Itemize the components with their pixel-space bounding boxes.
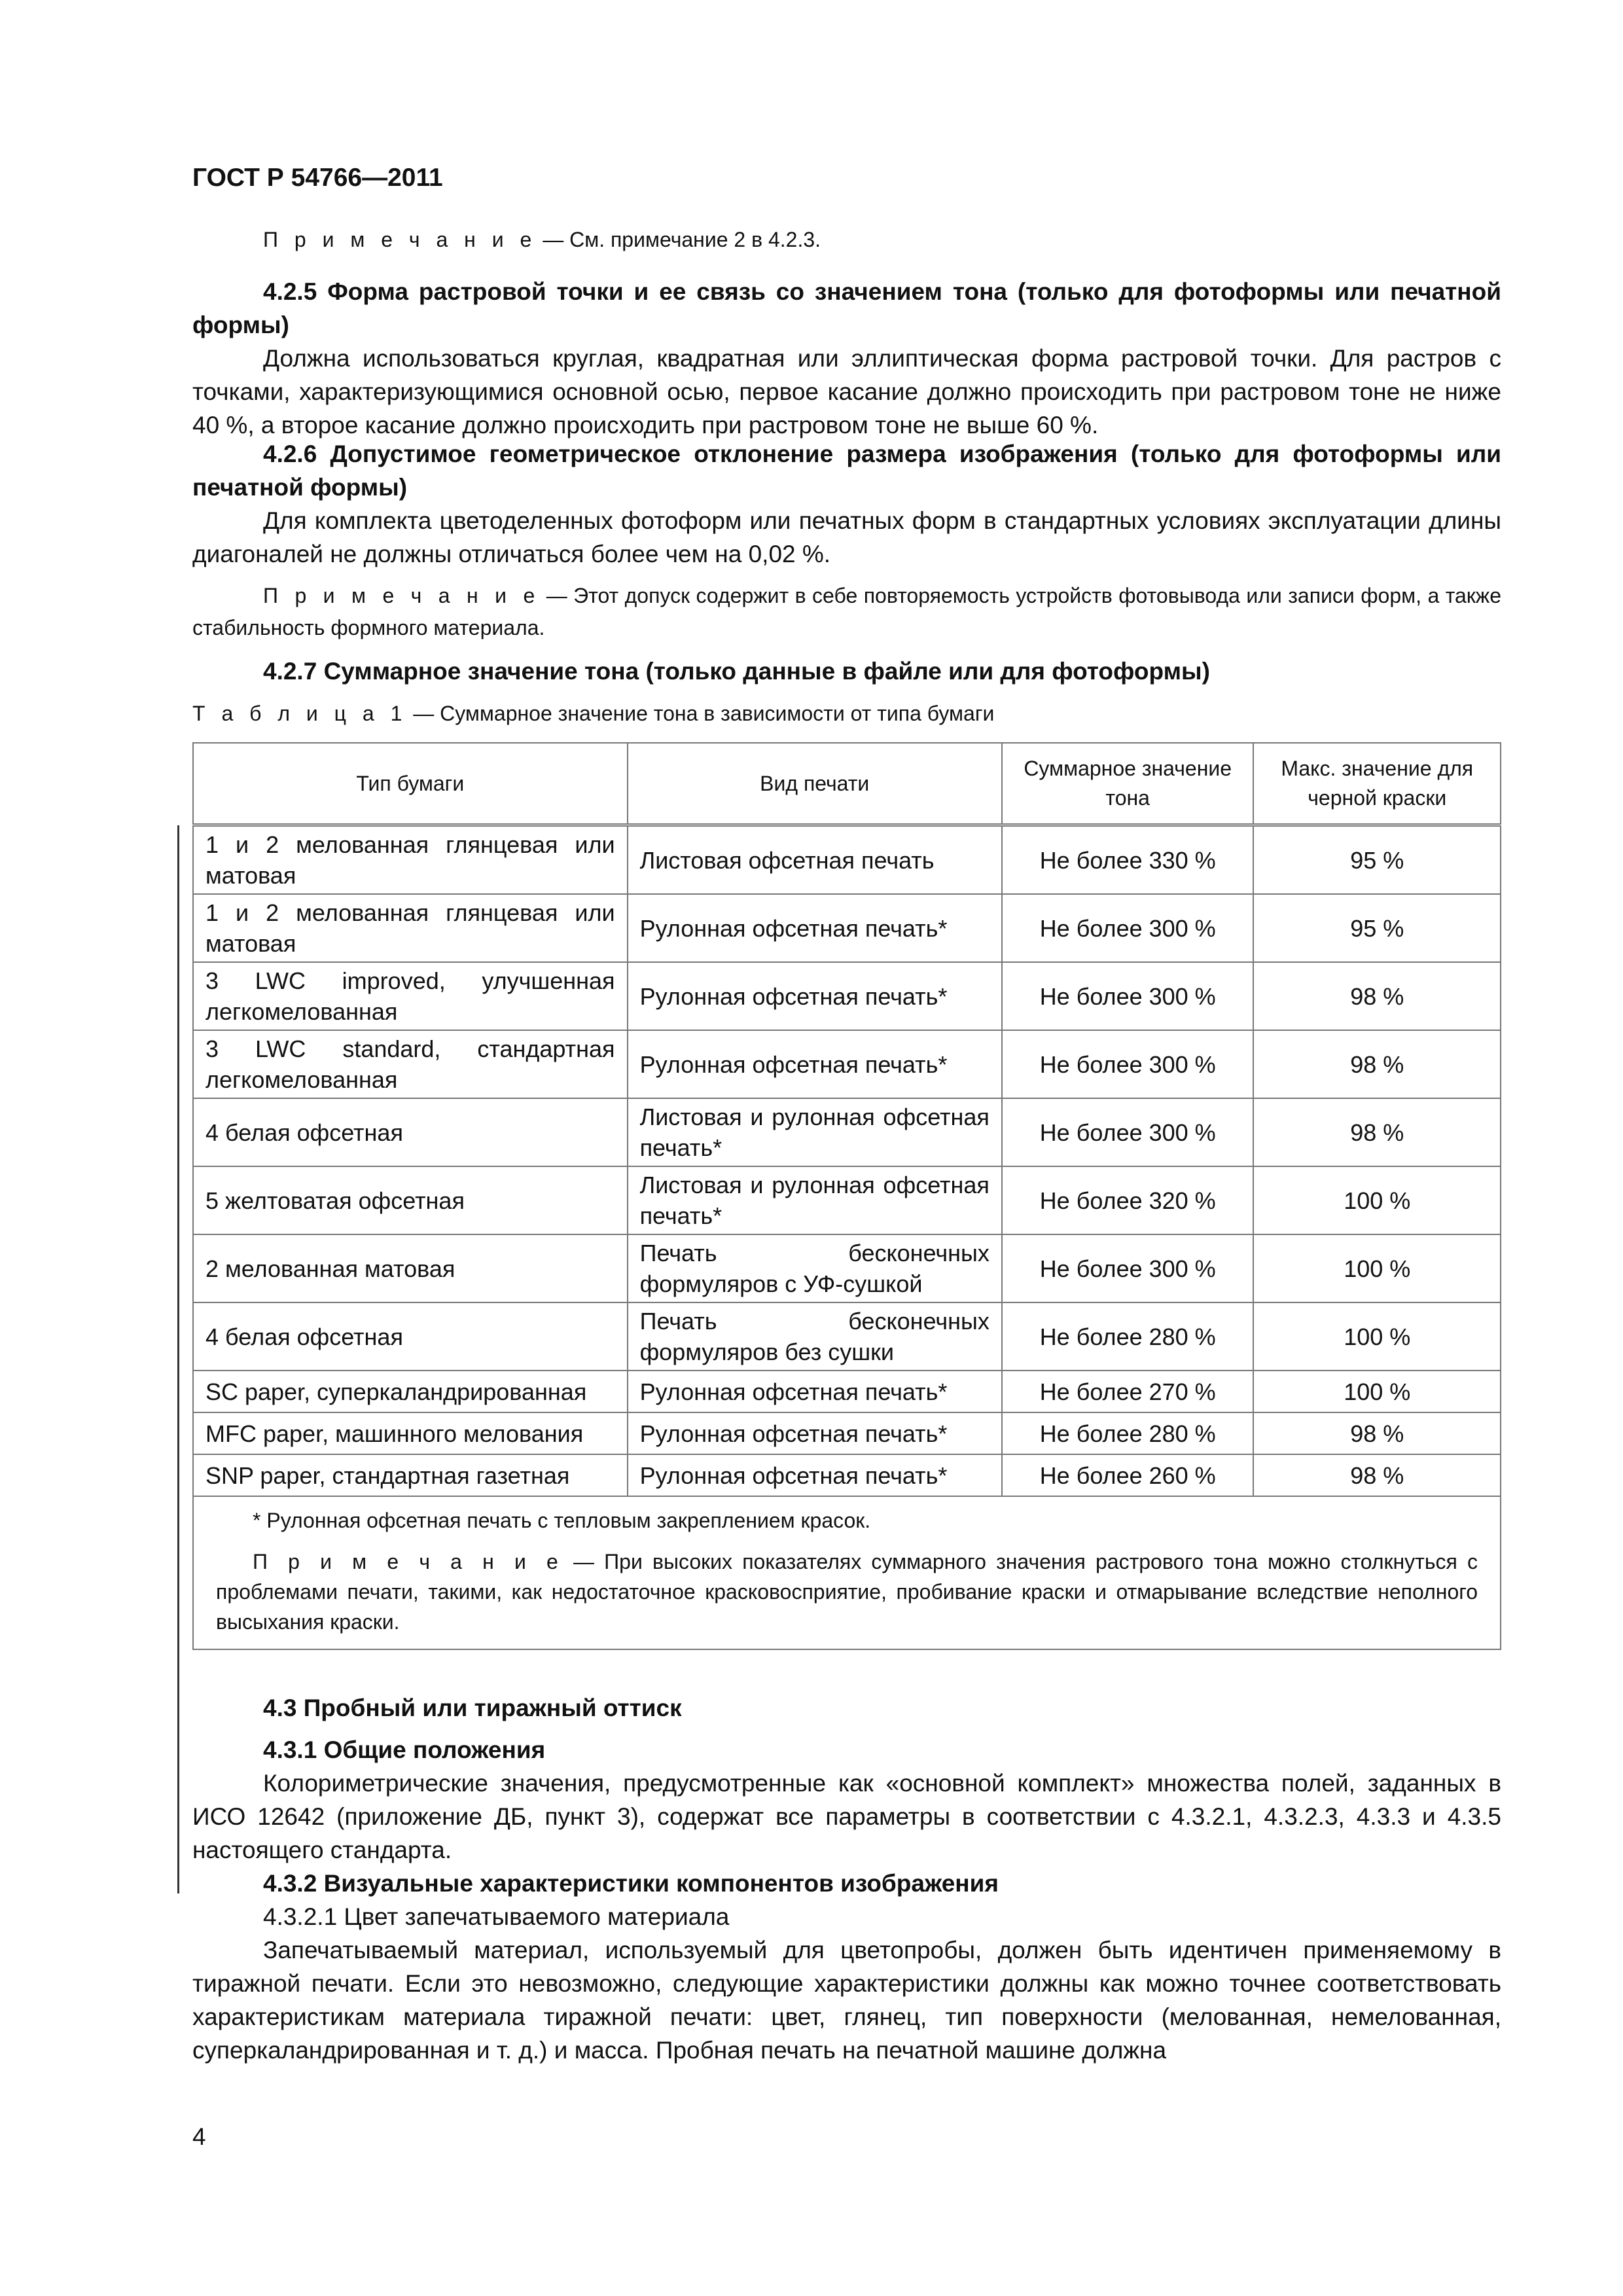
cell-paper-type: 5 желтоватая офсетная	[193, 1166, 628, 1234]
cell-max-black: 98 %	[1253, 962, 1501, 1030]
header-total-tone: Суммарное значение тона	[1002, 743, 1254, 825]
cell-total-tone: Не более 280 %	[1002, 1302, 1254, 1371]
table-row	[193, 1098, 1501, 1166]
cell-total-tone: Не более 300 %	[1002, 1098, 1254, 1166]
cell-total-tone: Не более 260 %	[1002, 1454, 1254, 1496]
caption-label: Т а б л и ц а 1	[192, 702, 408, 725]
page-number: 4	[192, 2123, 206, 2150]
cell-max-black: 98 %	[1253, 1454, 1501, 1496]
cell-print-type: Рулонная офсетная печать*	[628, 1030, 1002, 1098]
cell-paper-type: 4 белая офсетная	[193, 1302, 628, 1371]
header-print-type: Вид печати	[628, 743, 1002, 825]
cell-max-black: 98 %	[1253, 1098, 1501, 1166]
table-header-row	[193, 743, 1501, 825]
section-4-2-5	[192, 275, 1501, 442]
document-header: ГОСТ Р 54766—2011	[192, 164, 443, 192]
section-4-2-6	[192, 437, 1501, 644]
table-row	[193, 1412, 1501, 1454]
subsection-heading-4-3-2: 4.3.2 Визуальные характеристики компонентов изображения	[263, 1870, 999, 1897]
table-row	[193, 825, 1501, 895]
header-paper-type: Тип бумаги	[193, 743, 628, 825]
section-heading: 4.2.5 Форма растровой точки и ее связь со значением тона (только для фотоформы или печатной формы)	[192, 278, 1501, 338]
table-row	[193, 1030, 1501, 1098]
section-heading: 4.3 Пробный или тиражный оттиск	[263, 1695, 682, 1721]
note-text: — Этот допуск содержит в себе повторяемость устройств фотовывода или записи форм, а также стабильность формного материала.	[192, 584, 1502, 639]
note-see-4-2-3	[192, 224, 1501, 256]
cell-print-type: Рулонная офсетная печать*	[628, 1412, 1002, 1454]
cell-paper-type: SNP paper, стандартная газетная	[193, 1454, 628, 1496]
cell-total-tone: Не более 300 %	[1002, 894, 1254, 962]
cell-max-black: 100 %	[1253, 1234, 1501, 1302]
note-label: П р и м е ч а н и е	[263, 228, 537, 251]
cell-max-black: 100 %	[1253, 1371, 1501, 1412]
note-label: П р и м е ч а н и е	[253, 1550, 563, 1573]
cell-max-black: 95 %	[1253, 825, 1501, 895]
section-body-4-3-1: Колориметрические значения, предусмотренные как «основной комплект» множества полей, заданных в ИСО 12642 (приложение ДБ, пункт 3), содержат все параметры в соответствии с 4.3.2.1, 4.3.2.3, 4.3.3 и 4.3.5 настоящего стандарта.	[192, 1770, 1501, 1863]
table-footnote: * Рулонная офсетная печать с тепловым закреплением красок.	[253, 1509, 871, 1532]
table-total-ink	[192, 742, 1501, 1650]
cell-print-type: Листовая офсетная печать	[628, 825, 1002, 895]
table-row	[193, 1234, 1501, 1302]
cell-print-type: Листовая и рулонная офсетная печать*	[628, 1166, 1002, 1234]
table-footer	[193, 1496, 1501, 1649]
section-body-4-3-2-1: Запечатываемый материал, используемый для цветопробы, должен быть идентичен применяемому в тиражной печати. Если это невозможно, следующие характеристики должны как можно точнее соответствовать характеристикам материала тиражной печати: цвет, глянец, тип поверхности (мелованная, немелованная, суперкаландрированная и т. д.) и масса. Пробная печать на печатной машине должна	[192, 1937, 1501, 2064]
cell-print-type: Рулонная офсетная печать*	[628, 1371, 1002, 1412]
note-label: П р и м е ч а н и е	[263, 584, 541, 607]
cell-max-black: 95 %	[1253, 894, 1501, 962]
cell-paper-type: 3 LWC improved, улучшенная легкомелованная	[193, 962, 628, 1030]
table-row	[193, 962, 1501, 1030]
cell-paper-type: 4 белая офсетная	[193, 1098, 628, 1166]
cell-print-type: Листовая и рулонная офсетная печать*	[628, 1098, 1002, 1166]
note-tolerance	[192, 580, 1501, 644]
table-footer-row	[193, 1496, 1501, 1649]
table-note	[216, 1547, 1478, 1637]
section-heading-4-2-7: 4.2.7 Суммарное значение тона (только данные в файле или для фотоформы)	[263, 658, 1210, 685]
subsection-heading-4-3-2-1: 4.3.2.1 Цвет запечатываемого материала	[263, 1903, 730, 1930]
section-heading: 4.2.6 Допустимое геометрическое отклонение размера изображения (только для фотоформы или печатной формы)	[192, 440, 1501, 501]
cell-total-tone: Не более 320 %	[1002, 1166, 1254, 1234]
cell-paper-type: 2 мелованная матовая	[193, 1234, 628, 1302]
cell-paper-type: 1 и 2 мелованная глянцевая или матовая	[193, 894, 628, 962]
cell-total-tone: Не более 280 %	[1002, 1412, 1254, 1454]
cell-paper-type: MFC paper, машинного мелования	[193, 1412, 628, 1454]
cell-print-type: Рулонная офсетная печать*	[628, 894, 1002, 962]
table-row	[193, 1166, 1501, 1234]
table-row	[193, 1454, 1501, 1496]
table-caption	[192, 698, 1501, 730]
table-row	[193, 1371, 1501, 1412]
subsection-heading-4-3-1: 4.3.1 Общие положения	[263, 1736, 546, 1763]
cell-max-black: 98 %	[1253, 1030, 1501, 1098]
cell-max-black: 98 %	[1253, 1412, 1501, 1454]
cell-total-tone: Не более 300 %	[1002, 962, 1254, 1030]
cell-paper-type: 3 LWC standard, стандартная легкомелованная	[193, 1030, 628, 1098]
table-row	[193, 1302, 1501, 1371]
cell-paper-type: 1 и 2 мелованная глянцевая или матовая	[193, 825, 628, 895]
cell-print-type: Рулонная офсетная печать*	[628, 962, 1002, 1030]
section-body: Для комплекта цветоделенных фотоформ или печатных форм в стандартных условиях эксплуатации длины диагоналей не должны отличаться более чем на 0,02 %.	[192, 507, 1501, 567]
caption-text: — Суммарное значение тона в зависимости от типа бумаги	[407, 702, 995, 725]
cell-total-tone: Не более 300 %	[1002, 1030, 1254, 1098]
cell-print-type: Рулонная офсетная печать*	[628, 1454, 1002, 1496]
note-text: — При высоких показателях суммарного значения растрового тона можно столкнуться с проблемами печати, такими, как недостаточное красковосприятие, пробивание краски и отмарывание вследствие неполного высыхания краски.	[216, 1550, 1478, 1634]
change-bar	[177, 825, 179, 1893]
section-body: Должна использоваться круглая, квадратная или эллиптическая форма растровой точки. Для растров с точками, характеризующимися основной осью, первое касание должно происходить при растровом тоне не ниже 40 %, а второе касание должно происходить при растровом тоне не выше 60 %.	[192, 345, 1501, 439]
cell-print-type: Печать бесконечных формуляров с УФ-сушкой	[628, 1234, 1002, 1302]
header-max-black: Макс. значение для черной краски	[1253, 743, 1501, 825]
cell-print-type: Печать бесконечных формуляров без сушки	[628, 1302, 1002, 1371]
cell-max-black: 100 %	[1253, 1302, 1501, 1371]
cell-total-tone: Не более 300 %	[1002, 1234, 1254, 1302]
cell-paper-type: SC paper, суперкаландрированная	[193, 1371, 628, 1412]
cell-max-black: 100 %	[1253, 1166, 1501, 1234]
note-text: — См. примечание 2 в 4.2.3.	[537, 228, 821, 251]
section-4-3	[192, 1691, 1501, 2067]
cell-total-tone: Не более 330 %	[1002, 825, 1254, 895]
cell-total-tone: Не более 270 %	[1002, 1371, 1254, 1412]
table-row	[193, 894, 1501, 962]
